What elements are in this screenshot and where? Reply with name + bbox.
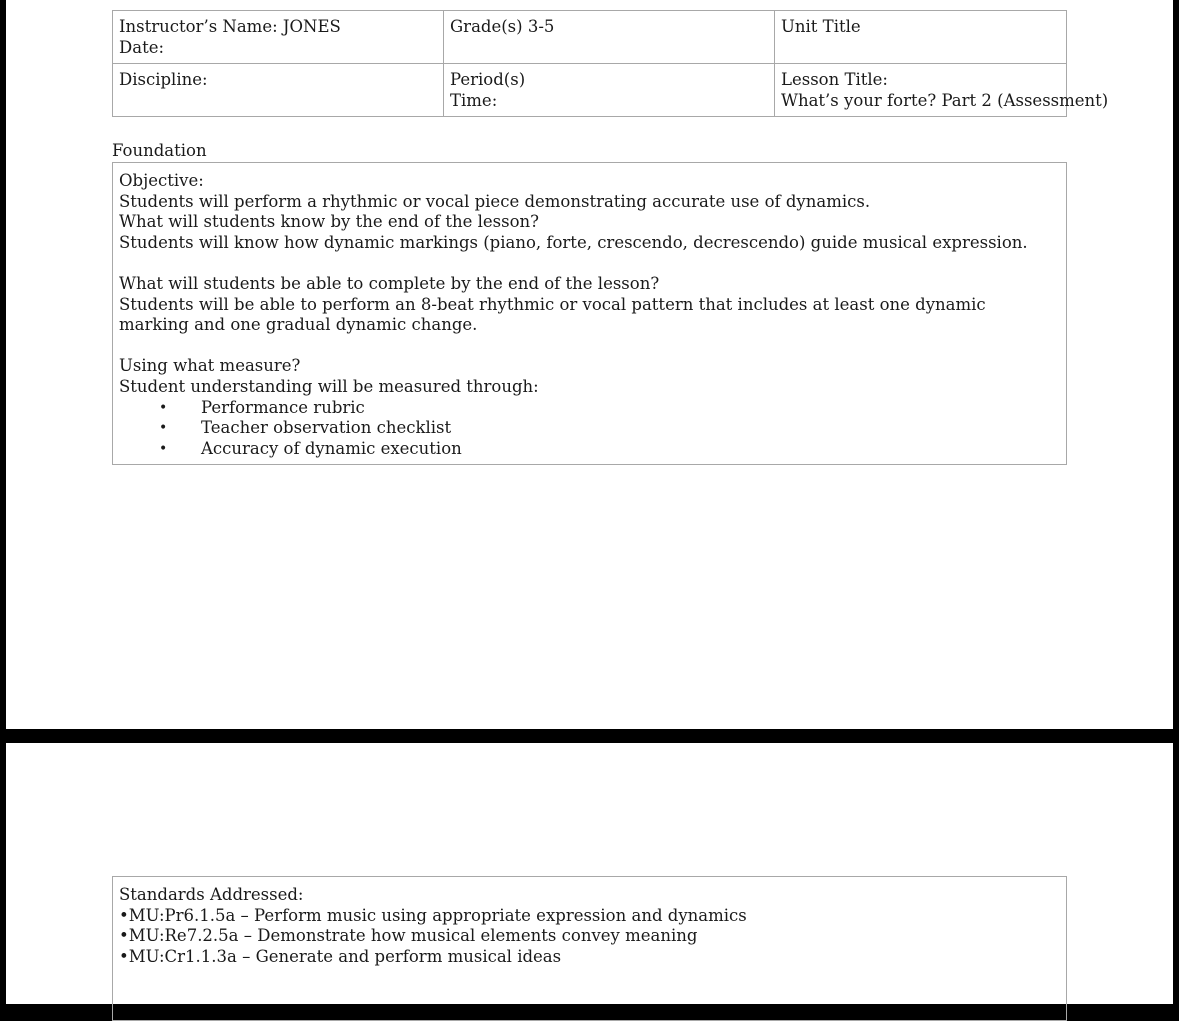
document-page-2 [6,743,1173,1004]
measure-text: Teacher observation checklist [201,418,452,438]
bullet-icon: • [159,420,168,437]
period-cell [444,64,775,117]
grades-text: Grade(s) 3-5 [450,17,555,36]
header-row-1 [113,11,1067,64]
paragraph-gap [119,253,1060,274]
complete-question: What will students be able to complete by the end of the lesson? [119,273,660,293]
standard-item: •MU:Re7.2.5a – Demonstrate how musical elements convey meaning [119,926,698,946]
objective-label: Objective: [119,171,204,190]
know-question: What will students know by the end of the lesson? [119,212,539,232]
lesson-title-cell [775,64,1109,117]
list-item [119,439,1060,460]
period-label: Period(s) [450,70,526,89]
lesson-header-table [112,10,1109,117]
document-page-1 [6,0,1173,729]
objective-text: Students will perform a rhythmic or vocal piece demonstrating accurate use of dynamics. [119,191,871,211]
standards-box [112,876,1067,1021]
unit-title-cell [775,11,1067,64]
measures-list [119,398,1060,460]
standards-label: Standards Addressed: [119,885,304,904]
measure-text: Accuracy of dynamic execution [201,438,462,458]
header-row-2 [113,64,1067,117]
know-answer: Students will know how dynamic markings (piano, forte, crescendo, decrescendo) guide musical expression. [119,232,1028,252]
standard-item: •MU:Pr6.1.5a – Perform music using appropriate expression and dynamics [119,905,747,925]
time-label: Time: [450,90,498,110]
standard-item: •MU:Cr1.1.3a – Generate and perform musical ideas [119,946,562,966]
bullet-icon: • [159,440,168,457]
discipline-label: Discipline: [119,70,208,89]
measure-intro: Student understanding will be measured through: [119,376,539,396]
list-item [119,418,1060,439]
unit-title-label: Unit Title [781,17,861,36]
bullet-icon: • [159,399,168,416]
date-label: Date: [119,37,165,57]
discipline-cell [113,64,444,117]
list-item [119,398,1060,419]
lesson-title-label: Lesson Title: [781,70,888,89]
measure-text: Performance rubric [201,397,365,417]
foundation-heading: Foundation [112,141,207,160]
lesson-title-value: What’s your forte? Part 2 (Assessment) [781,90,1109,110]
instructor-cell [113,11,444,64]
grades-cell [444,11,775,64]
instructor-name: Instructor’s Name: JONES [119,17,341,36]
measure-question: Using what measure? [119,356,301,376]
objective-box [112,162,1067,465]
complete-answer: Students will be able to perform an 8-beat rhythmic or vocal pattern that includes at least one dynamic marking and one gradual dynamic change. [119,294,986,335]
paragraph-gap [119,336,1060,357]
